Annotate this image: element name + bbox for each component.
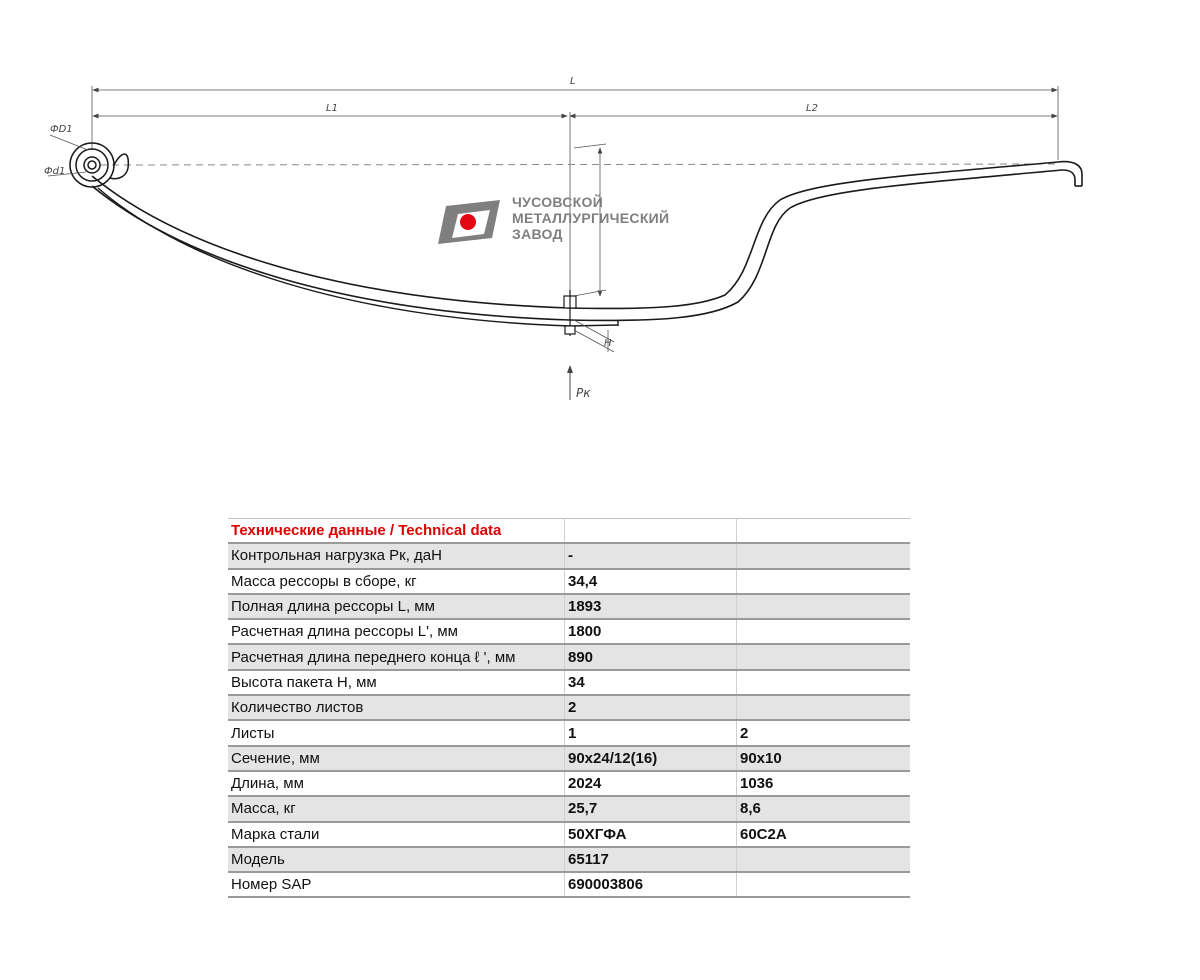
row-label: Сечение, мм xyxy=(228,746,565,771)
row-value: 65117 xyxy=(565,847,737,872)
table-row xyxy=(228,644,910,669)
row-value: 25,7 xyxy=(565,796,737,821)
row-value-2 xyxy=(737,619,911,644)
logo-line-1: ЧУСОВСКОЙ xyxy=(512,194,604,210)
table-row xyxy=(228,872,910,897)
row-label: Расчетная длина рессоры L', мм xyxy=(228,619,565,644)
table-row xyxy=(228,670,910,695)
dimension-total-length xyxy=(92,86,1058,160)
row-label: Листы xyxy=(228,720,565,745)
row-value-2: 8,6 xyxy=(737,796,911,821)
logo-line-3: ЗАВОД xyxy=(512,226,563,242)
label-rear-length: L2 xyxy=(806,103,818,114)
table-row xyxy=(228,847,910,872)
row-label: Масса, кг xyxy=(228,796,565,821)
row-label: Длина, мм xyxy=(228,771,565,796)
row-value-2: 1036 xyxy=(737,771,911,796)
row-value: 50ХГФА xyxy=(565,822,737,847)
row-value: 90x24/12(16) xyxy=(565,746,737,771)
table-title-row xyxy=(228,519,910,544)
label-eye-inner: Фd1 xyxy=(44,166,66,177)
row-value-2 xyxy=(737,695,911,720)
label-total-length: L xyxy=(570,76,576,87)
row-value: 690003806 xyxy=(565,872,737,897)
front-eye xyxy=(70,143,128,187)
center-bolt xyxy=(564,290,576,336)
row-value-2 xyxy=(737,872,911,897)
table-row xyxy=(228,569,910,594)
row-value-2: 90x10 xyxy=(737,746,911,771)
table-title: Технические данные / Technical data xyxy=(228,519,565,544)
label-pack-height: H xyxy=(604,338,612,349)
table-row xyxy=(228,619,910,644)
row-label: Расчетная длина переднего конца ℓ ', мм xyxy=(228,644,565,669)
row-label: Высота пакета H, мм xyxy=(228,670,565,695)
row-value-2 xyxy=(737,543,911,568)
table-row xyxy=(228,822,910,847)
row-value-2 xyxy=(737,644,911,669)
row-value: 2 xyxy=(565,695,737,720)
row-value: 890 xyxy=(565,644,737,669)
table-row xyxy=(228,543,910,568)
row-label: Количество листов xyxy=(228,695,565,720)
leaf-spring-drawing xyxy=(0,0,1200,440)
table-row xyxy=(228,771,910,796)
row-value: - xyxy=(565,543,737,568)
row-value: 1800 xyxy=(565,619,737,644)
row-value: 34 xyxy=(565,670,737,695)
reference-axis-line xyxy=(100,164,1060,165)
row-label: Масса рессоры в сборе, кг xyxy=(228,569,565,594)
table-row xyxy=(228,594,910,619)
row-label: Контрольная нагрузка Pк, даН xyxy=(228,543,565,568)
table-row xyxy=(228,796,910,821)
row-value-2: 2 xyxy=(737,720,911,745)
logo-line-2: МЕТАЛЛУРГИЧЕСКИЙ xyxy=(512,210,670,226)
row-value: 1 xyxy=(565,720,737,745)
row-value-2 xyxy=(737,847,911,872)
row-value: 1893 xyxy=(565,594,737,619)
label-eye-outer: ФD1 xyxy=(50,124,73,135)
row-label: Модель xyxy=(228,847,565,872)
row-label: Марка стали xyxy=(228,822,565,847)
company-logo-text xyxy=(512,194,669,242)
label-front-length: L1 xyxy=(326,103,338,114)
row-value: 34,4 xyxy=(565,569,737,594)
table-row xyxy=(228,720,910,745)
technical-data-table xyxy=(228,518,910,898)
row-label: Номер SAP xyxy=(228,872,565,897)
row-value-2 xyxy=(737,594,911,619)
table-row xyxy=(228,695,910,720)
row-value-2 xyxy=(737,569,911,594)
row-value: 2024 xyxy=(565,771,737,796)
row-label: Полная длина рессоры L, мм xyxy=(228,594,565,619)
label-load: Pк xyxy=(576,386,591,400)
row-value-2: 60С2А xyxy=(737,822,911,847)
cmz-logo-icon xyxy=(438,200,500,244)
row-value-2 xyxy=(737,670,911,695)
table-row xyxy=(228,746,910,771)
